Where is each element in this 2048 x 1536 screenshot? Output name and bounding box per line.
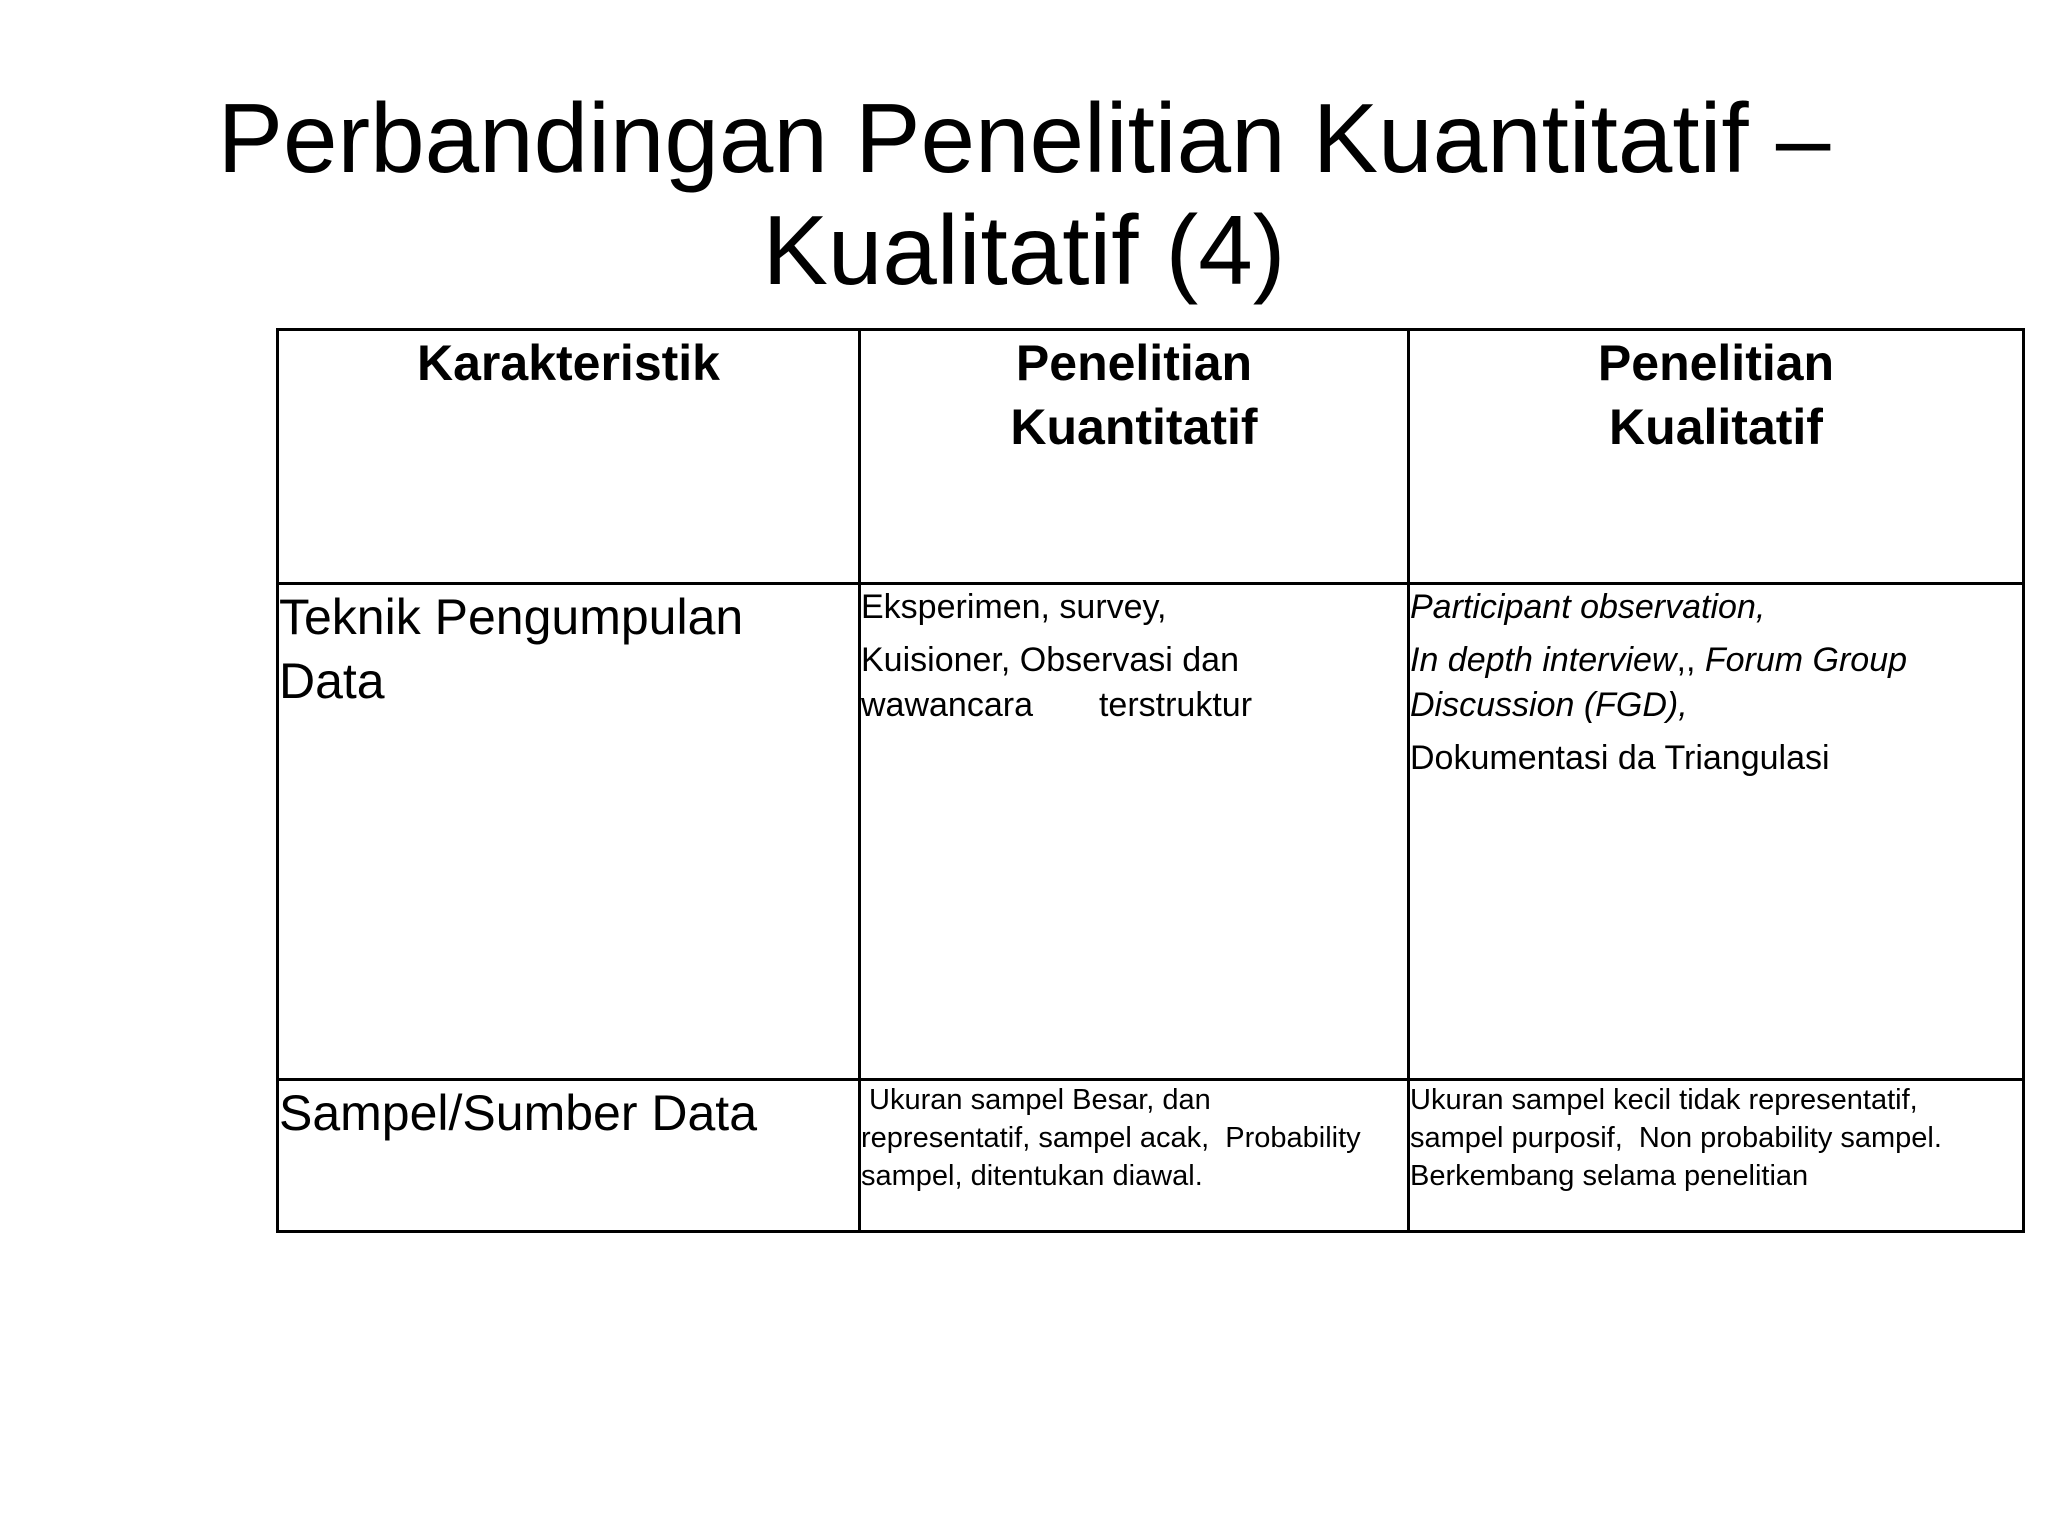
table-header-row: [278, 330, 2024, 584]
table-row: [278, 584, 2024, 1080]
header-kuantitatif: Penelitian Kuantitatif: [860, 330, 1409, 584]
cell-kualitatif: Ukuran sampel kecil tidak representatif, sampel purposif, Non probability sampel. Berkembang selama penelitian: [1409, 1080, 2024, 1232]
cell-karakteristik: Sampel/Sumber Data: [278, 1080, 860, 1232]
cell-kualitatif: Participant observation, In depth interview,, Forum Group Discussion (FGD), Dokumentasi da Triangulasi: [1409, 584, 2024, 1080]
page-title-line-2: Kualitatif (4): [762, 195, 1286, 305]
comparison-table: [276, 328, 2025, 1233]
page-title: [0, 82, 2048, 306]
table-row: [278, 1080, 2024, 1232]
page-title-line-1: Perbandingan Penelitian Kuantitatif –: [217, 83, 1831, 193]
header-kualitatif: Penelitian Kualitatif: [1409, 330, 2024, 584]
cell-kuantitatif: Ukuran sampel Besar, dan representatif, sampel acak, Probability sampel, ditentukan diawal.: [860, 1080, 1409, 1232]
cell-karakteristik: Teknik Pengumpulan Data: [278, 584, 860, 1080]
header-karakteristik: Karakteristik: [278, 330, 860, 584]
cell-kuantitatif: Eksperimen, survey, Kuisioner, Observasi dan wawancara terstruktur: [860, 584, 1409, 1080]
